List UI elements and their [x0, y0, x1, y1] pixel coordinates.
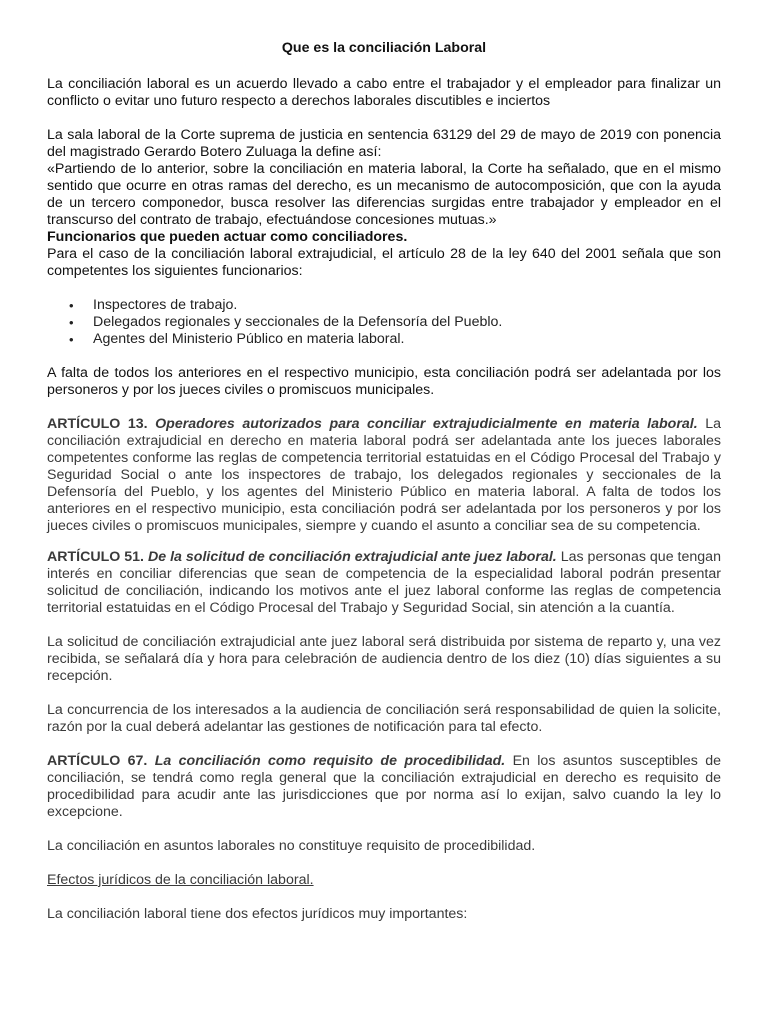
- article-13-body: La conciliación extrajudicial en derecho en materia laboral podrá ser adelantada ante los jueces laborales competentes conforme las reglas de competencia territorial estatuidas en el Código Procesal del Trabajo y Seguridad Social o ante los inspectores de trabajo, los delegados regionales y seccionales de la Defensoría del Pueblo, y los agentes del Ministerio Público en materia laboral. A falta de todos los anteriores en el respectivo municipio, esta conciliación podrá ser adelantada por los personeros y por los jueces civiles o promiscuos municipales, siempre y cuando el asunto a conciliar sea de su competencia.: [47, 416, 721, 534]
- article-67-number: ARTÍCULO 67.: [47, 753, 148, 769]
- article-13-number: ARTÍCULO 13.: [47, 416, 148, 432]
- article-51-title: De la solicitud de conciliación extrajudicial ante juez laboral.: [147, 549, 557, 565]
- article-13-title: Operadores autorizados para conciliar extrajudicialmente en materia laboral.: [155, 416, 698, 432]
- article-13: [47, 416, 721, 535]
- article-67-title: La conciliación como requisito de procedibilidad.: [154, 753, 506, 769]
- document-title: Que es la conciliación Laboral: [281, 40, 487, 56]
- article-67-body: En los asuntos susceptibles de conciliación, se tendrá como regla general que la conciliación extrajudicial en derecho es requisito de procedibilidad para acudir ante las jurisdicciones que por norma así lo exijan, salvo cuando la ley lo excepcione.: [47, 753, 721, 820]
- article-51-number: ARTÍCULO 51.: [47, 549, 144, 565]
- list-item: • Delegados regionales y seccionales de la Defensoría del Pueblo.: [93, 314, 721, 331]
- intro-paragraph: La conciliación laboral es un acuerdo llevado a cabo entre el trabajador y el empleador para finalizar un conflicto o evitar uno futuro respecto a derechos laborales discutibles e inciertos: [47, 76, 721, 109]
- list-item: • Agentes del Ministerio Público en materia laboral.: [93, 331, 721, 348]
- court-paragraph: La sala laboral de la Corte suprema de justicia en sentencia 63129 del 29 de mayo de 2019 con ponencia del magistrado Gerardo Botero Zuluaga la define así:: [47, 127, 721, 160]
- article-51-paragraph-3: La concurrencia de los interesados a la audiencia de conciliación será responsabilidad de quien la solicite, razón por la cual deberá adelantar las gestiones de notificación para tal efecto.: [47, 702, 721, 735]
- heading-efectos: Efectos jurídicos de la conciliación laboral.: [47, 872, 314, 888]
- law-640-paragraph: Para el caso de la conciliación laboral extrajudicial, el artículo 28 de la ley 640 del 2001 señala que son competentes los siguientes funcionarios:: [47, 246, 721, 279]
- funcionarios-list: [47, 297, 721, 348]
- article-51-paragraph-2: La solicitud de conciliación extrajudicial ante juez laboral será distribuida por sistema de reparto y, una vez recibida, se señalará día y hora para celebración de audiencia dentro de los diez (10) días siguientes a su recepción.: [47, 634, 721, 684]
- final-paragraph: La conciliación laboral tiene dos efectos jurídicos muy importantes:: [47, 906, 468, 922]
- article-51-body: Las personas que tengan interés en conciliar diferencias que sean de competencia de la especialidad laboral podrán presentar solicitud de conciliación, indicando los motivos ante el juez laboral conforme las reglas de competencia territorial estatuidas en el Código Procesal del Trabajo y Seguridad Social, sin atención a la cuantía.: [47, 549, 721, 616]
- court-quote: «Partiendo de lo anterior, sobre la conciliación en materia laboral, la Corte ha señalado, que en el mismo sentido que ocurre en otras ramas del derecho, es un mecanismo de autocomposición, que con la ayuda de un tercero componedor, busca resolver las diferencias surgidas entre trabajador y empleador en el transcurso del contrato de trabajo, efectuándose concesiones mutuas.»: [47, 161, 721, 228]
- list-item: • Inspectores de trabajo.: [93, 297, 721, 314]
- fallback-paragraph: A falta de todos los anteriores en el respectivo municipio, esta conciliación podrá ser adelantada por los personeros y por los jueces civiles o promiscuos municipales.: [47, 365, 721, 398]
- article-67: [47, 753, 721, 821]
- article-51: [47, 549, 721, 617]
- heading-funcionarios: Funcionarios que pueden actuar como conciliadores.: [47, 229, 408, 245]
- article-67-paragraph-2: La conciliación en asuntos laborales no constituye requisito de procedibilidad.: [47, 838, 536, 854]
